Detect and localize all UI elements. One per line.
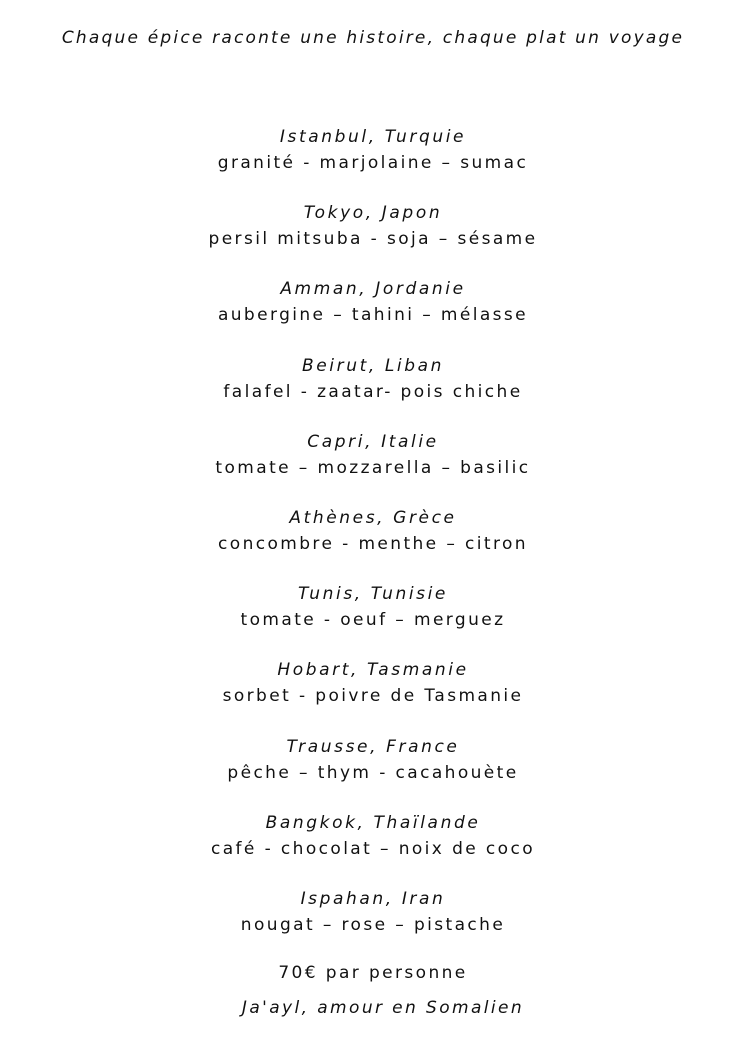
course-item (0, 886, 746, 962)
course-ingredients: tomate - oeuf – merguez (240, 610, 506, 631)
course-item (0, 276, 746, 352)
course-origin: Athènes, Grèce (289, 507, 457, 528)
course-origin: Trausse, France (286, 736, 460, 757)
course-item (0, 734, 746, 810)
course-origin: Capri, Italie (307, 431, 439, 452)
menu-signature: Ja'ayl, amour en Somalien (241, 998, 525, 1018)
course-origin: Tokyo, Japon (303, 203, 443, 224)
course-origin: Hobart, Tasmanie (277, 660, 469, 681)
course-ingredients: café - chocolat – noix de coco (210, 838, 536, 859)
course-item (0, 810, 746, 886)
menu-tagline: Chaque épice raconte une histoire, chaque plat un voyage (61, 28, 685, 48)
course-ingredients: pêche – thym - cacahouète (227, 762, 519, 783)
course-ingredients: concombre - menthe – citron (218, 533, 528, 554)
course-item (0, 353, 746, 429)
course-origin: Amman, Jordanie (280, 279, 466, 300)
course-origin: Istanbul, Turquie (279, 127, 467, 147)
course-origin: Ispahan, Iran (300, 888, 446, 909)
course-origin: Bangkok, Thaïlande (265, 812, 481, 833)
course-ingredients: aubergine – tahini – mélasse (217, 305, 529, 326)
course-ingredients: tomate – mozzarella – basilic (215, 457, 531, 478)
course-item (0, 429, 746, 505)
course-item (0, 581, 746, 657)
course-item (0, 200, 746, 276)
course-ingredients: nougat – rose – pistache (240, 914, 506, 935)
course-origin: Beirut, Liban (301, 355, 445, 376)
course-ingredients: granité - marjolaine – sumac (217, 153, 529, 173)
course-ingredients: persil mitsuba - soja – sésame (208, 229, 538, 250)
course-item (0, 505, 746, 581)
course-origin: Tunis, Tunisie (298, 584, 448, 605)
menu-price: 70€ par personne (278, 963, 468, 983)
course-item (0, 124, 746, 200)
course-ingredients: sorbet - poivre de Tasmanie (222, 686, 524, 707)
tasting-menu (0, 124, 746, 962)
course-item (0, 657, 746, 733)
course-ingredients: falafel - zaatar- pois chiche (223, 381, 523, 402)
